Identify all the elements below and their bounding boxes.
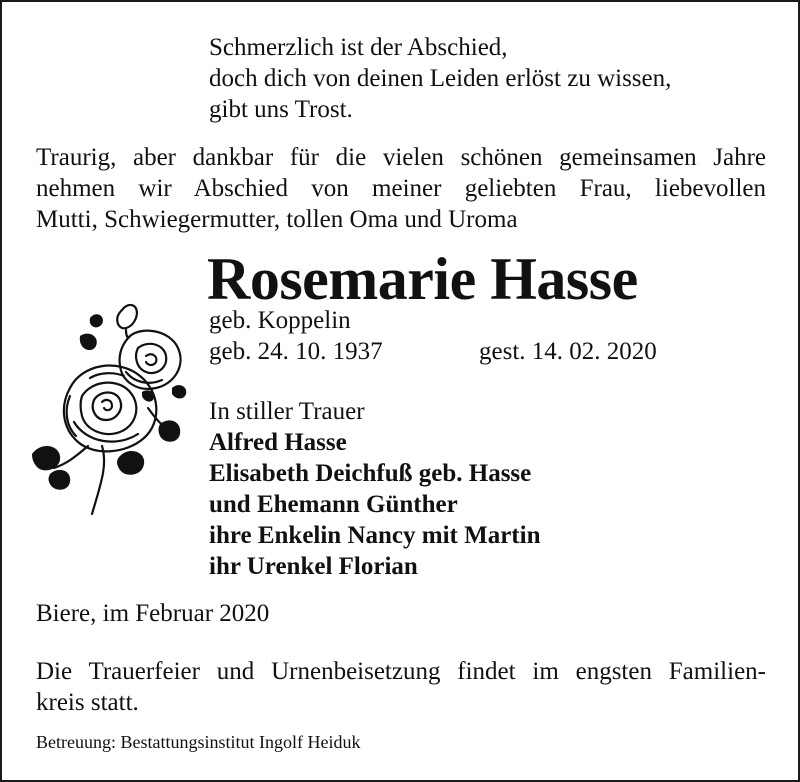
deceased-name: Rosemarie Hasse (207, 246, 638, 312)
mourner-name: Alfred Hasse (209, 429, 347, 456)
intro-line: Traurig, aber dankbar für die vielen schönen gemeinsamen Jahre (36, 144, 766, 171)
deceased-info (209, 305, 689, 367)
funeral-line: Die Trauerfeier und Urnenbeisetzung findet im engsten Familien- (36, 658, 766, 685)
birth-date: geb. 24. 10. 1937 (209, 338, 383, 365)
mourners-heading: In stiller Trauer (209, 398, 365, 425)
mourners-block (209, 396, 540, 582)
funeral-notice (36, 656, 766, 718)
death-date: gest. 14. 02. 2020 (479, 338, 657, 365)
quote-line: doch dich von deinen Leiden erlöst zu wissen, (209, 65, 672, 92)
place-date: Biere, im Februar 2020 (36, 600, 270, 627)
intro-line: Mutti, Schwiegermutter, tollen Oma und Uroma (36, 206, 518, 233)
intro-text (36, 142, 766, 235)
mourner-name: und Ehemann Günther (209, 491, 458, 518)
mourner-name: ihre Enkelin Nancy mit Martin (209, 522, 541, 549)
opening-quote (209, 32, 671, 125)
quote-line: gibt uns Trost. (209, 96, 353, 123)
quote-line: Schmerzlich ist der Abschied, (209, 34, 508, 61)
rose-icon (30, 296, 192, 518)
life-dates (209, 336, 689, 367)
maiden-name: geb. Koppelin (209, 307, 351, 334)
undertaker-credit: Betreuung: Bestattungsinstitut Ingolf Heiduk (36, 732, 361, 752)
intro-line: nehmen wir Abschied von meiner geliebten Frau, liebevollen (36, 175, 766, 202)
mourner-name: Elisabeth Deichfuß geb. Hasse (209, 460, 532, 487)
mourner-name: ihr Urenkel Florian (209, 553, 418, 580)
funeral-line: kreis statt. (36, 689, 139, 716)
